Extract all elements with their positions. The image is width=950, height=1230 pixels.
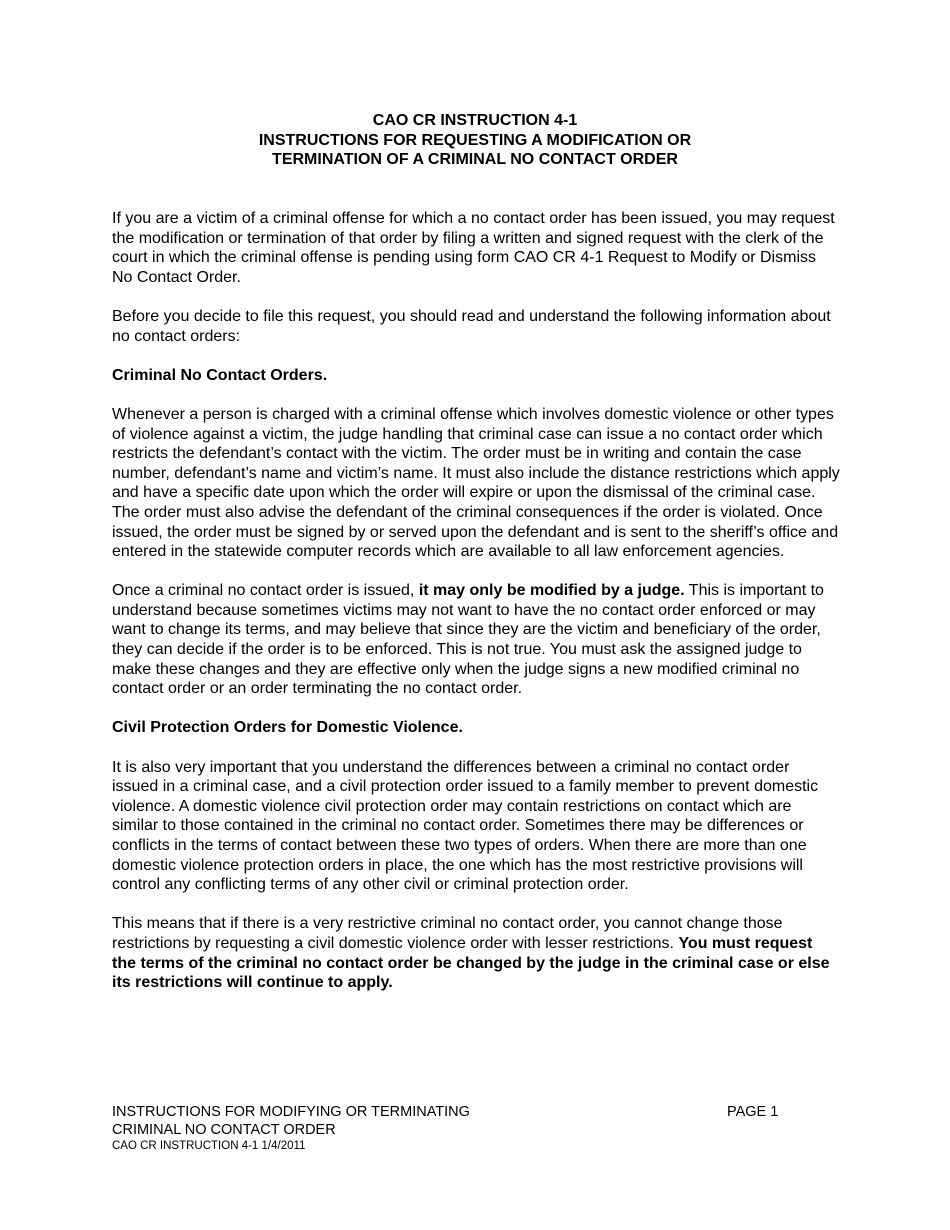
page-footer <box>112 1103 792 1154</box>
paragraph-text: This means that if there is a very restrictive criminal no contact order, you cannot change those restrictions by requesting a civil domestic violence order with lesser restrictions. <box>112 915 783 952</box>
criminal-orders-paragraph-2 <box>112 581 840 699</box>
emphasis-text: You must request the terms of the criminal no contact order be changed by the judge in the criminal case or else its restrictions will continue to apply. <box>112 934 830 992</box>
title-line-3: TERMINATION OF A CRIMINAL NO CONTACT ORDER <box>272 151 678 169</box>
civil-orders-paragraph-1: It is also very important that you understand the differences between a criminal no contact order issued in a criminal case, and a civil protection order issued to a family member to prevent domestic violence. A domestic violence civil protection order may contain restrictions on contact which are similar to those contained in the criminal no contact order. Sometimes there may be differences or conflicts in the terms of contact between these two types of orders. When there are more than one domestic violence protection orders in place, the one which has the most restrictive provisions will control any conflicting terms of any other civil or criminal protection order. <box>112 758 819 894</box>
section-heading-criminal-orders: Criminal No Contact Orders. <box>112 366 328 384</box>
intro-paragraph: If you are a victim of a criminal offense for which a no contact order has been issued, you may request the modification or termination of that order by filing a written and signed request with the clerk of the court in which the criminal offense is pending using form CAO CR 4-1 Request to Modify or Dismiss No Contact Order. <box>112 210 835 286</box>
emphasis-text: it may only be modified by a judge. <box>418 582 685 600</box>
page-number: PAGE 1 <box>727 1104 779 1120</box>
document-body <box>112 209 840 1012</box>
paragraph-text: Once a criminal no contact order is issued, <box>112 582 419 600</box>
section-heading-civil-orders: Civil Protection Orders for Domestic Violence. <box>112 719 463 737</box>
footer-title-line-1: INSTRUCTIONS FOR MODIFYING OR TERMINATING <box>112 1104 470 1120</box>
criminal-orders-paragraph-1: Whenever a person is charged with a criminal offense which involves domestic violence or other types of violence against a victim, the judge handling that criminal case can issue a no contact order which restricts the defendant’s contact with the victim. The order must be in writing and contain the case number, defendant’s name and victim’s name. It must also include the distance restrictions which apply and have a specific date upon which the order will expire or upon the dismissal of the criminal case. The order must also advise the defendant of the criminal consequences if the order is violated. Once issued, the order must be signed by or served upon the defendant and is sent to the sheriff’s office and entered in the statewide computer records which are available to all law enforcement agencies. <box>112 405 840 561</box>
document-title <box>112 111 838 170</box>
civil-orders-paragraph-2 <box>112 914 840 992</box>
footer-title-line-2: CRIMINAL NO CONTACT ORDER <box>112 1122 336 1138</box>
title-form-number: CAO CR INSTRUCTION 4-1 <box>372 112 578 129</box>
title-line-2: INSTRUCTIONS FOR REQUESTING A MODIFICATION OR <box>258 131 692 149</box>
footer-form-id: CAO CR INSTRUCTION 4-1 1/4/2011 <box>112 1140 306 1152</box>
paragraph-text: This is important to understand because sometimes victims may not want to have the no contact order enforced or may want to change its terms, and may believe that since they are the victim and beneficiary of the order, they can decide if the order is to be enforced. This is not true. You must ask the assigned judge to make these changes and they are effective only when the judge signs a new modified criminal no contact order or an order terminating the no contact order. <box>112 582 824 698</box>
intro-paragraph-2: Before you decide to file this request, you should read and understand the following information about no contact orders: <box>112 307 831 345</box>
